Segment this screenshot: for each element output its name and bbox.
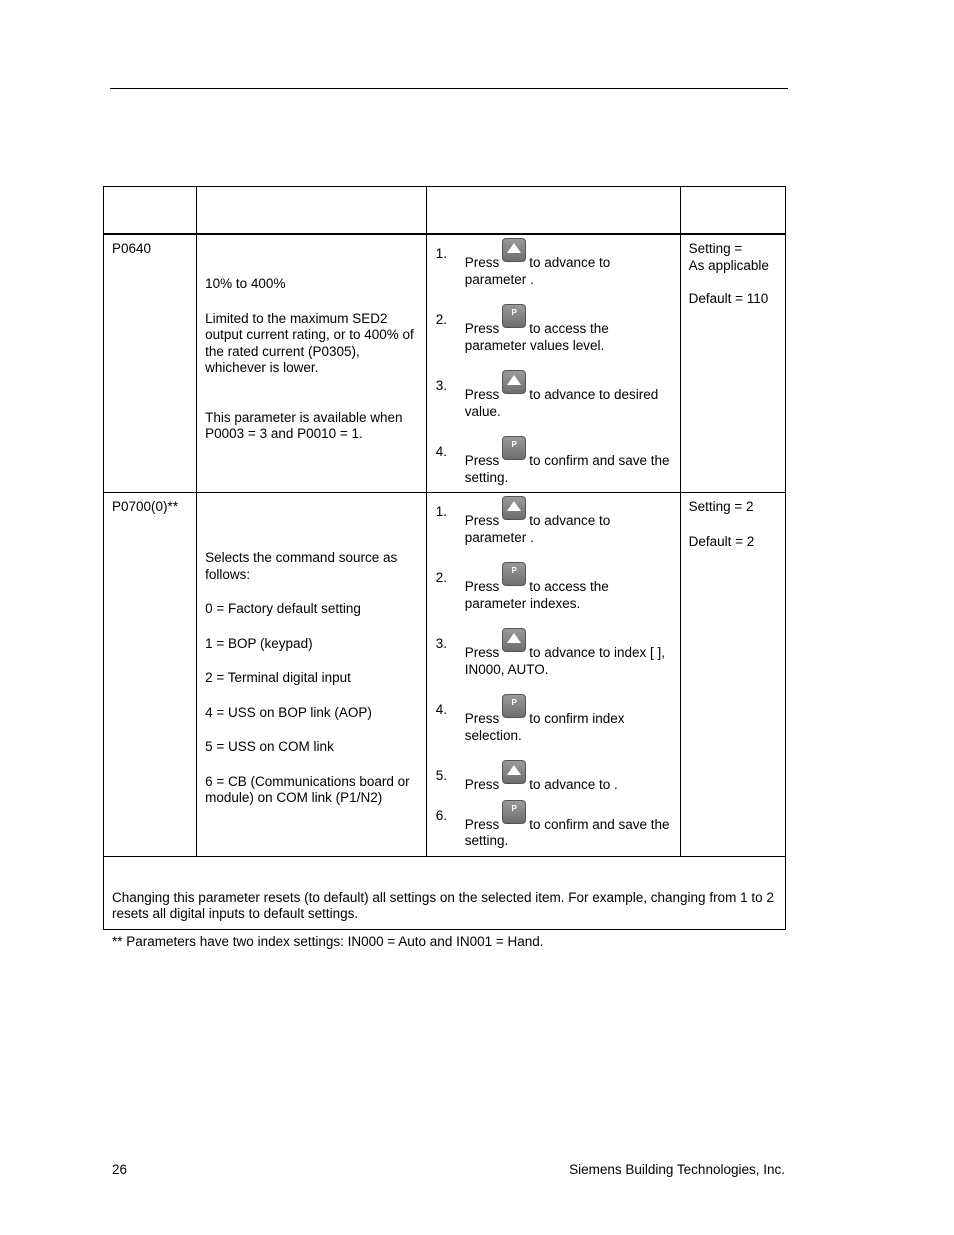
- description-text: 10% to 400%: [205, 276, 286, 291]
- p-key-icon: [502, 436, 526, 460]
- parameter-table: [103, 186, 786, 930]
- step-item: [435, 559, 672, 612]
- up-arrow-key-icon: [502, 496, 526, 520]
- p-key-icon: [502, 562, 526, 586]
- step-item: [435, 625, 672, 678]
- p-key-icon: [502, 304, 526, 328]
- p-key-icon: [502, 800, 526, 824]
- step-text: to advance to .: [529, 777, 618, 792]
- step-verb: Press: [464, 255, 500, 270]
- page-number: 26: [112, 1162, 128, 1177]
- header-cell-setting: [680, 187, 785, 235]
- step-number: 5.: [435, 768, 447, 783]
- param-cell: [104, 493, 197, 857]
- step-verb: Press: [464, 777, 500, 792]
- step-text: to advance to index [ ], IN000, AUTO.: [464, 645, 666, 677]
- step-item: [435, 691, 672, 744]
- setting-cell: [680, 234, 785, 493]
- step-verb: Press: [464, 711, 500, 726]
- step-text: to access the parameter values level.: [464, 321, 609, 353]
- table-header-row: [104, 187, 786, 235]
- step-verb: Press: [464, 321, 500, 336]
- step-text: to advance to parameter .: [464, 255, 611, 287]
- description-text: 4 = USS on BOP link (AOP): [205, 704, 372, 720]
- step-verb: Press: [464, 513, 500, 528]
- description-text: 6 = CB (Communications board or module) on COM link (P1/N2): [205, 773, 410, 805]
- step-verb: Press: [464, 453, 500, 468]
- publisher-name: Siemens Building Technologies, Inc.: [569, 1162, 785, 1177]
- header-cell-steps: [426, 187, 680, 235]
- up-arrow-key-icon: [502, 760, 526, 784]
- step-item: [435, 797, 672, 850]
- setting-text: As applicable: [688, 257, 769, 273]
- step-item: [435, 433, 672, 486]
- up-arrow-key-icon: [502, 628, 526, 652]
- header-cell-parameter: [104, 187, 197, 235]
- step-item: [435, 757, 672, 794]
- footnote: ** Parameters have two index settings: IN000 = Auto and IN001 = Hand.: [112, 934, 544, 949]
- step-number: 2.: [435, 570, 447, 585]
- note-text: Changing this parameter resets (to default) all settings on the selected item. For example, changing from 1 to 2 resets all digital inputs to default settings.: [112, 889, 774, 921]
- step-item: [435, 493, 672, 546]
- step-text: to advance to desired value.: [464, 387, 659, 419]
- step-number: 6.: [435, 807, 447, 823]
- description-cell: [197, 234, 427, 493]
- step-verb: Press: [464, 816, 500, 832]
- step-item: [435, 367, 672, 420]
- description-text: Limited to the maximum SED2 output current rating, or to 400% of the rated current (P0305), whichever is lower.: [205, 310, 414, 375]
- step-text: to confirm index selection.: [464, 711, 625, 743]
- description-text: 2 = Terminal digital input: [205, 670, 351, 685]
- up-arrow-key-icon: [502, 370, 526, 394]
- step-text: to access the parameter indexes.: [464, 579, 609, 611]
- table-row-p0700: [104, 493, 786, 857]
- step-verb: Press: [464, 387, 500, 402]
- description-text: This parameter is available when P0003 = 3 and P0010 = 1.: [205, 409, 403, 441]
- header-rule: [110, 88, 788, 89]
- step-text: to confirm and save the setting.: [464, 816, 670, 848]
- param-id: P0640: [112, 241, 152, 256]
- description-text: 5 = USS on COM link: [205, 739, 334, 754]
- setting-text: Setting = 2: [688, 499, 754, 514]
- steps-cell: [426, 234, 680, 493]
- up-arrow-key-icon: [502, 238, 526, 262]
- step-verb: Press: [464, 579, 500, 594]
- setting-text: Setting =: [688, 241, 743, 256]
- param-cell: [104, 234, 197, 493]
- step-number: 1.: [435, 246, 447, 261]
- step-number: 2.: [435, 312, 447, 327]
- description-text: Selects the command source as follows:: [205, 550, 398, 582]
- description-cell: [197, 493, 427, 857]
- default-text: Default = 110: [688, 291, 769, 306]
- table-row-p0640: [104, 234, 786, 493]
- step-text: to confirm and save the setting.: [464, 453, 670, 485]
- step-number: 3.: [435, 636, 447, 651]
- step-text: to advance to parameter .: [464, 513, 611, 545]
- step-item: [435, 235, 672, 288]
- header-cell-description: [197, 187, 427, 235]
- note-cell: [104, 856, 786, 929]
- step-verb: Press: [464, 645, 500, 660]
- step-number: 4.: [435, 702, 447, 717]
- description-text: 1 = BOP (keypad): [205, 635, 313, 651]
- param-id: P0700(0)**: [112, 499, 179, 514]
- step-number: 1.: [435, 504, 447, 519]
- table-note-row: [104, 856, 786, 929]
- step-number: 4.: [435, 444, 447, 459]
- p-key-icon: [502, 694, 526, 718]
- description-text: 0 = Factory default setting: [205, 601, 361, 616]
- step-number: 3.: [435, 378, 447, 393]
- step-item: [435, 301, 672, 354]
- default-text: Default = 2: [688, 533, 755, 549]
- steps-cell: [426, 493, 680, 857]
- setting-cell: [680, 493, 785, 857]
